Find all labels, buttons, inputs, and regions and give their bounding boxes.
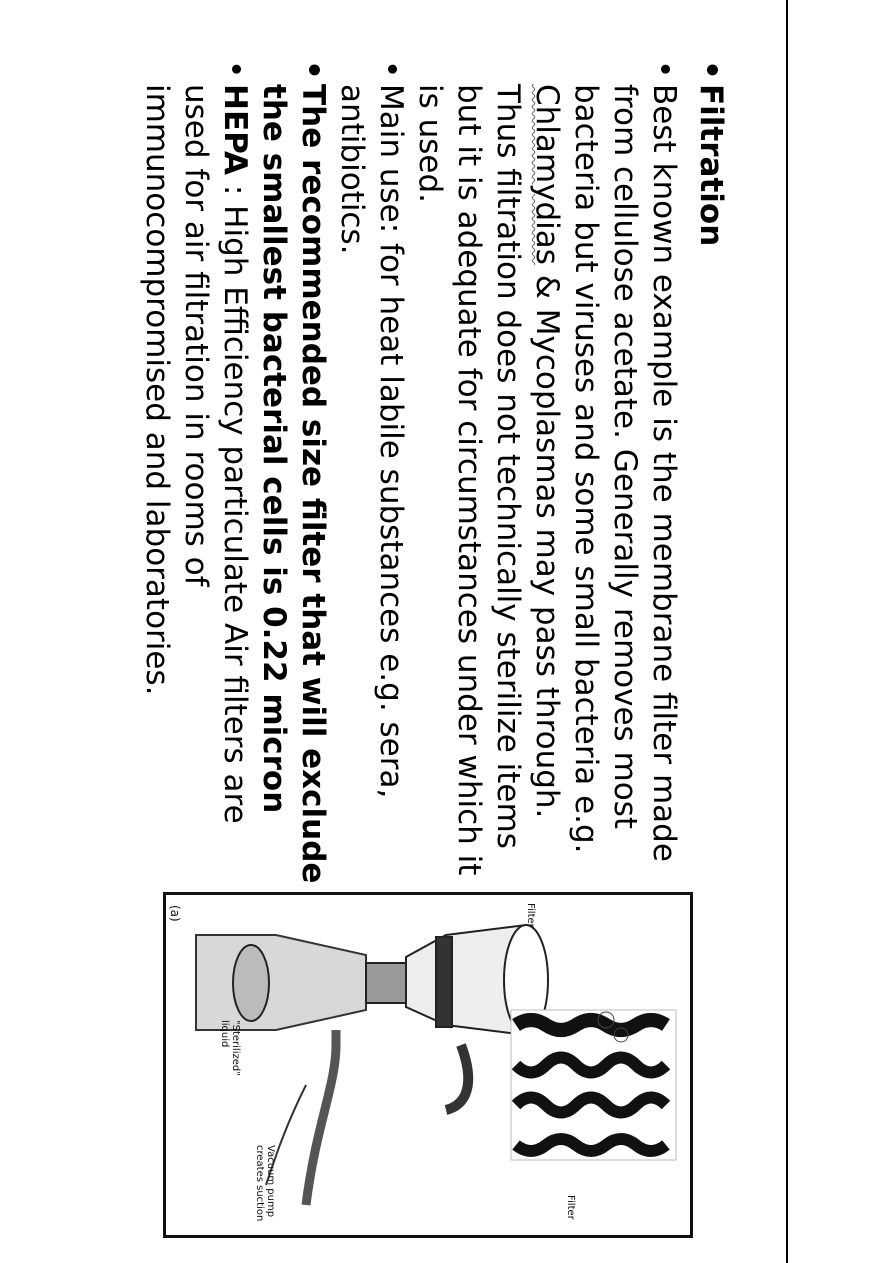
bullet-hepa bbox=[137, 60, 254, 890]
bullet-list bbox=[137, 60, 730, 890]
vacuum-label: Vacuum pump creates suction bbox=[254, 1145, 276, 1222]
chlamydias-word: Chlamydias bbox=[529, 84, 565, 265]
filter-label-top: Filter bbox=[525, 903, 536, 928]
bullet-text: Main use: for heat labile substances e.g. sera, antibiotics. bbox=[334, 84, 409, 799]
bullet-filter-size bbox=[254, 60, 332, 890]
bullet-text-cont: & Mycoplasmas may pass through. Thus filtration does not technically sterilize items but it is adequate for circumstances under which it is used. bbox=[412, 84, 565, 876]
bullet-text: The recommended size filter that will exclude the smallest bacterial cells is 0.22 micron bbox=[256, 84, 331, 884]
filtration-figure bbox=[163, 892, 693, 1238]
title-text: Filtration bbox=[693, 84, 729, 247]
page-edge-divider bbox=[786, 0, 788, 1263]
bullet-membrane-filter bbox=[410, 60, 683, 890]
sterilized-liquid-label: "Sterilized" liquid bbox=[219, 1020, 241, 1076]
slide-text-block bbox=[139, 60, 730, 890]
bullet-text: Best known example is the membrane filter made from cellulose acetate. Generally removes most bacteria but viruses and some small bacteria e.g. bbox=[568, 84, 682, 862]
panel-letter: (a) bbox=[168, 905, 182, 922]
bullet-main-use bbox=[332, 60, 410, 890]
filter-label-right: Filter bbox=[565, 1195, 576, 1220]
hepa-label: HEPA bbox=[217, 84, 253, 175]
slide-title bbox=[691, 60, 730, 890]
vacuum-filtration-diagram bbox=[166, 895, 690, 1235]
bullet-text: : High Efficiency particulate Air filters are used for air filtration in rooms of immunocompromised and laboratories. bbox=[139, 84, 253, 824]
